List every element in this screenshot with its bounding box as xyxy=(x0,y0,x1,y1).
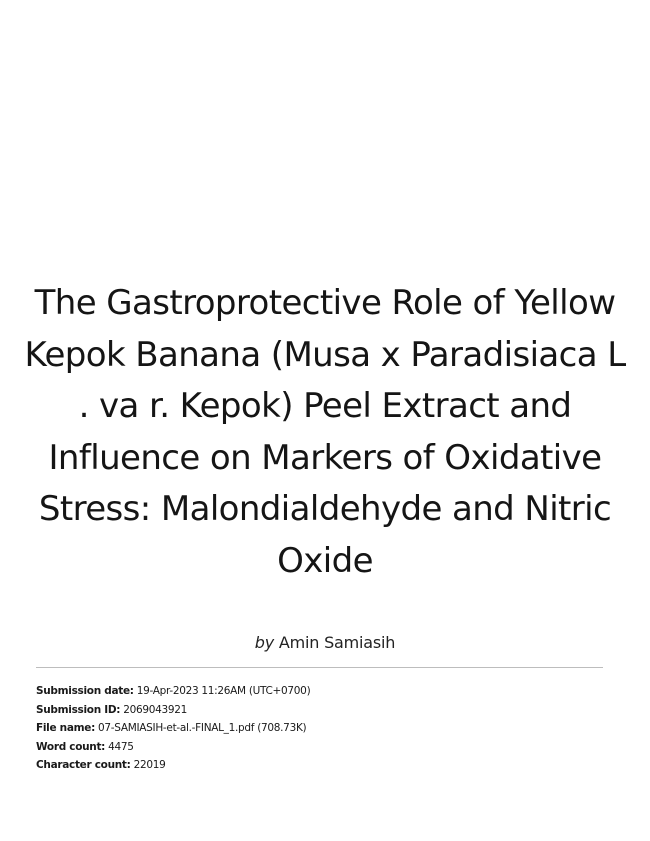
submission-id-value: 2069043921 xyxy=(123,703,188,716)
divider xyxy=(36,667,603,668)
submission-id-row xyxy=(36,701,310,720)
byline-prefix: by xyxy=(254,633,274,652)
file-name-row xyxy=(36,719,310,738)
file-name-value: 07-SAMIASIH-et-al.-FINAL_1.pdf (708.73K) xyxy=(98,722,307,734)
word-count-label: Word count: xyxy=(36,740,106,753)
word-count-value: 4475 xyxy=(108,740,134,753)
file-name-label: File name: xyxy=(36,722,95,734)
submission-date-label: Submission date: xyxy=(36,685,134,697)
author-name: Amin Samiasih xyxy=(278,633,396,652)
document-title: The Gastroprotective Role of Yellow Kepok Banana (Musa x Paradisiaca L . va r. Kepok) Peel Extract and Influence on Markers of Oxidative Stress: Malondialdehyde and Nitric Oxide xyxy=(24,283,626,581)
submission-id-label: Submission ID: xyxy=(36,703,121,716)
character-count-value: 22019 xyxy=(133,759,166,771)
submission-date-value: 19-Apr-2023 11:26AM (UTC+0700) xyxy=(136,685,311,697)
character-count-label: Character count: xyxy=(36,759,131,771)
submission-details xyxy=(36,682,310,775)
word-count-row xyxy=(36,738,310,757)
author-byline xyxy=(0,633,650,652)
submission-date-row xyxy=(36,682,310,701)
character-count-row xyxy=(36,756,310,775)
